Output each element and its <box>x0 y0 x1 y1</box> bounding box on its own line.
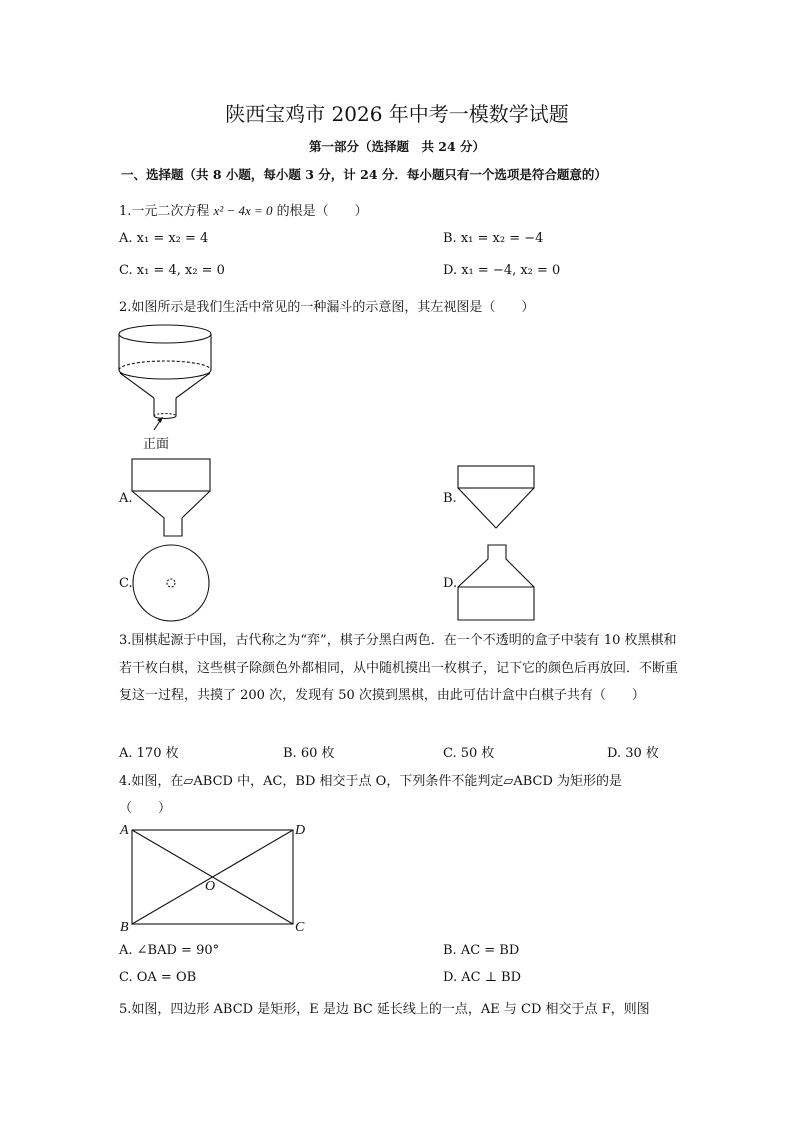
question-1-stem <box>119 200 368 219</box>
question-3-option-d[interactable]: D. 30 枚 <box>607 746 659 761</box>
question-3-stem: 3.围棋起源于中国，古代称之为“弈”，棋子分黑白两色．在一个不透明的盒子中装有 10 枚黑棋和若干枚白棋，这些棋子除颜色外都相同，从中随机摸出一枚棋子，记下它的颜色后再放回．不断重复这一过程，共摸了 200 次，发现有 50 次摸到黑棋，由此可估计盒中白棋子共有（ ） <box>119 633 679 703</box>
page-title: 陕西宝鸡市 2026 年中考一模数学试题 <box>225 102 569 126</box>
option-d-figure <box>452 542 542 624</box>
part-header: 第一部分（选择题 共 24 分） <box>308 139 486 154</box>
option-b-figure <box>452 464 542 530</box>
center-o-label: O <box>205 879 216 894</box>
question-4-stem-line2: （ ） <box>119 801 172 816</box>
funnel-figure <box>110 318 220 456</box>
question-1-option-b[interactable]: B. x₁ = x₂ = −4 <box>443 231 544 246</box>
question-1-option-d[interactable]: D. x₁ = −4, x₂ = 0 <box>443 263 561 278</box>
question-2-option-a-label[interactable]: A. <box>119 491 133 506</box>
vertex-c-label: C <box>295 920 305 935</box>
option-a-figure <box>128 456 218 540</box>
question-4-option-a[interactable]: A. ∠BAD = 90° <box>119 943 220 958</box>
question-1-option-c[interactable]: C. x₁ = 4, x₂ = 0 <box>119 263 225 278</box>
question-5-stem: 5.如图，四边形 ABCD 是矩形，E 是边 BC 延长线上的一点，AE 与 CD 相交于点 F，则图 <box>119 1002 650 1017</box>
front-label: 正面 <box>143 436 170 451</box>
question-2-stem: 2.如图所示是我们生活中常见的一种漏斗的示意图，其左视图是（ ） <box>119 300 535 315</box>
question-3-option-a[interactable]: A. 170 枚 <box>119 746 179 761</box>
question-4-option-d[interactable]: D. AC ⊥ BD <box>443 970 522 985</box>
section-header: 一、选择题（共 8 小题，每小题 3 分，计 24 分．每小题只有一个选项是符合题意的） <box>121 167 607 182</box>
question-4-option-c[interactable]: C. OA = OB <box>119 970 197 985</box>
question-1-option-a[interactable]: A. x₁ = x₂ = 4 <box>119 231 209 246</box>
option-c-figure <box>128 542 218 628</box>
question-2-option-b-label[interactable]: B. <box>443 491 457 506</box>
question-3-option-b[interactable]: B. 60 枚 <box>283 746 335 761</box>
vertex-a-label: A <box>120 823 129 838</box>
question-2-option-c-label[interactable]: C. <box>119 576 133 591</box>
vertex-b-label: B <box>120 920 129 935</box>
question-2-option-d-label[interactable]: D. <box>443 576 458 591</box>
question-3-option-c[interactable]: C. 50 枚 <box>443 746 495 761</box>
vertex-d-label: D <box>295 823 306 838</box>
question-1-equation: x² − 4x = 0 <box>213 203 273 218</box>
question-4-stem-line1: 4.如图，在▱ABCD 中，AC，BD 相交于点 O，下列条件不能判定▱ABCD 为矩形的是 <box>119 774 623 789</box>
rectangle-figure <box>112 818 312 938</box>
question-1-prefix: 1.一元二次方程 <box>119 204 210 219</box>
question-4-option-b[interactable]: B. AC = BD <box>443 943 520 958</box>
question-1-suffix: 的根是（ ） <box>276 204 368 219</box>
